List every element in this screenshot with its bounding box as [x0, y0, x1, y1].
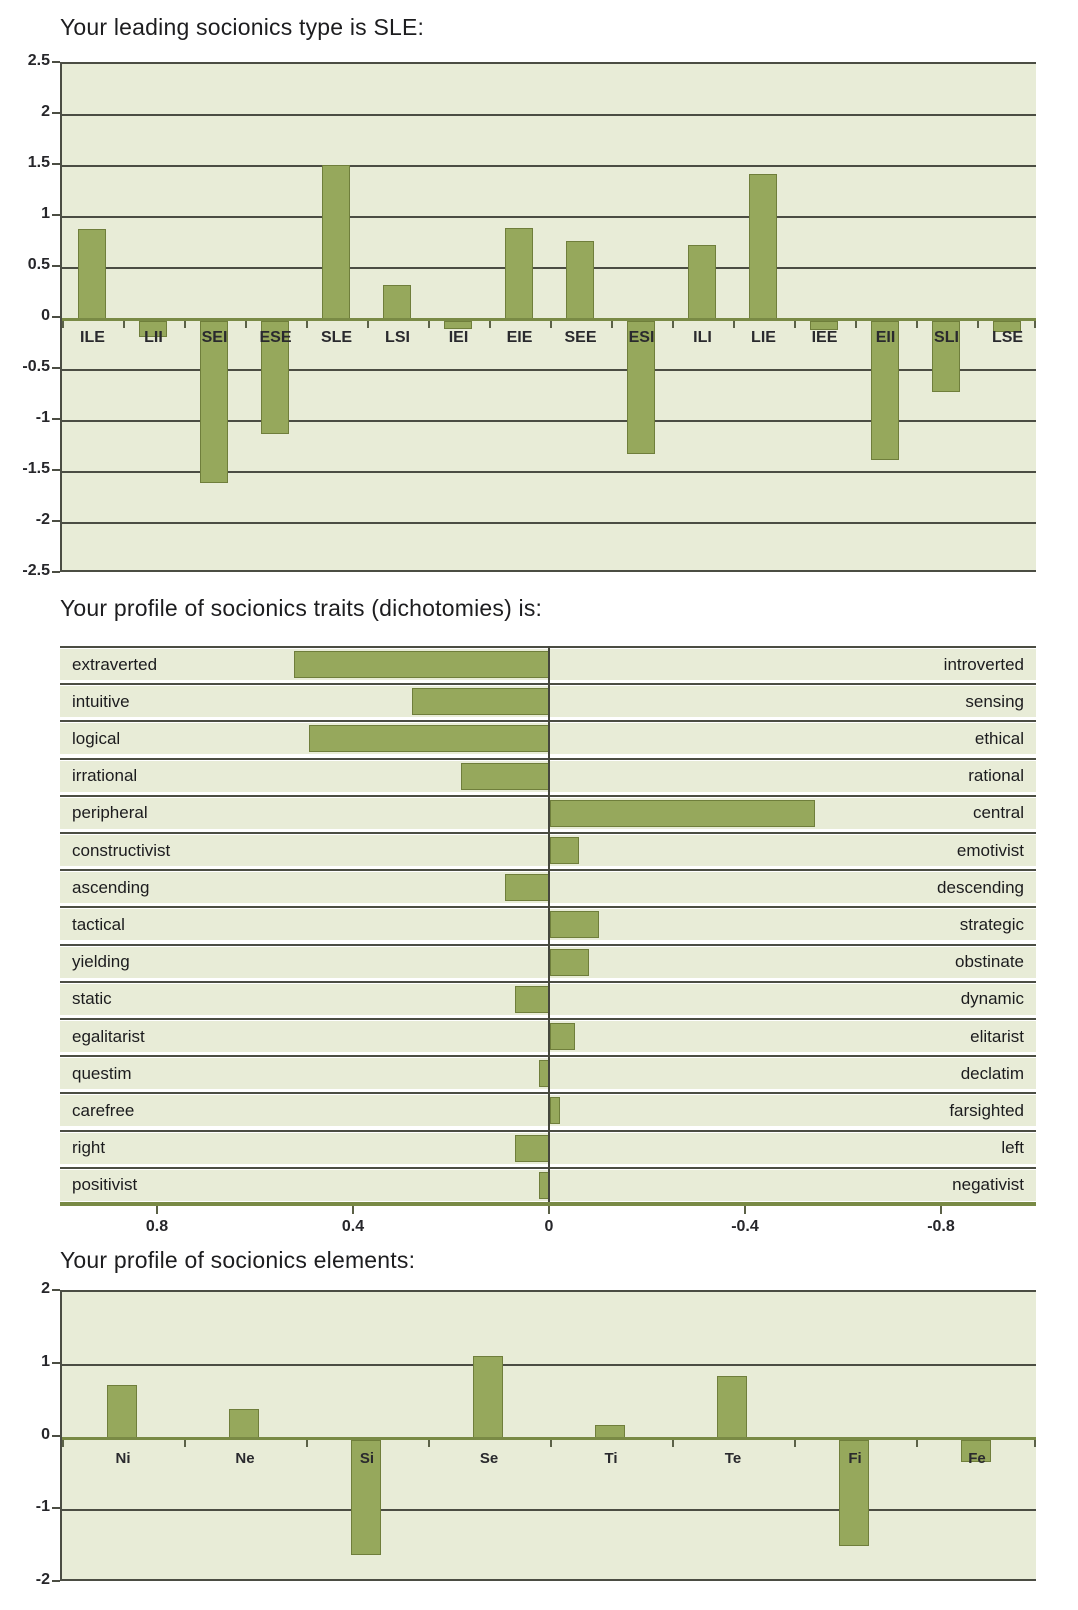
x-axis-label: 0.4 [341, 1218, 365, 1235]
bar-label-EII: EII [875, 329, 896, 346]
x-axis-label: -0.8 [927, 1218, 955, 1235]
x-axis-tick [1034, 321, 1036, 328]
row-label-questim: questim [72, 1063, 132, 1083]
y-axis-tick [52, 316, 60, 318]
bar-SLE [322, 165, 350, 319]
bar-label-Ni: Ni [115, 1449, 131, 1467]
row-label-obstinate: obstinate [955, 952, 1024, 972]
y-axis-tick [52, 265, 60, 267]
bar-EIE [505, 228, 533, 319]
bar-label-SLE: SLE [320, 329, 353, 346]
y-axis-tick [52, 571, 60, 573]
y-axis-label: 1 [41, 1352, 50, 1370]
y-axis-label: 2 [41, 1280, 50, 1297]
bar-yielding [550, 949, 589, 976]
bar-Ne [229, 1409, 259, 1438]
bar-label-LSI: LSI [385, 329, 410, 346]
row-label-rational: rational [968, 766, 1024, 786]
bar-label-Te: Te [724, 1449, 742, 1467]
x-axis-tick [548, 1206, 550, 1214]
x-axis-tick [977, 321, 979, 328]
y-axis-label: 2 [41, 103, 50, 120]
bar-label-Se: Se [479, 1449, 499, 1467]
x-axis-tick [306, 321, 308, 328]
x-axis-tick [428, 1440, 430, 1447]
bar-right [515, 1135, 549, 1162]
bar-label-ESE: ESE [259, 329, 292, 346]
row-label-constructivist: constructivist [72, 840, 171, 860]
x-axis-tick [367, 321, 369, 328]
y-axis-label: -0.5 [22, 358, 50, 375]
chart3-title: Your profile of socionics elements: [60, 1247, 416, 1273]
bar-label-SLI: SLI [934, 329, 959, 346]
row-label-elitarist: elitarist [970, 1026, 1024, 1046]
row-label-farsighted: farsighted [949, 1100, 1024, 1120]
bar-label-EIE: EIE [506, 329, 533, 346]
x-axis-tick [744, 1206, 746, 1214]
row-label-ethical: ethical [974, 728, 1024, 748]
y-axis-tick [52, 214, 60, 216]
chart1-plot [60, 62, 1036, 572]
center-zero-line [548, 646, 550, 1204]
x-axis-tick [916, 1440, 918, 1447]
row-label-intuitive: intuitive [72, 691, 130, 711]
bar-extraverted [294, 651, 549, 678]
x-axis-tick [184, 321, 186, 328]
y-axis-label: -1 [35, 1498, 50, 1516]
grid-line [62, 165, 1036, 167]
x-axis-zero-line [62, 318, 1036, 321]
x-axis-tick [794, 321, 796, 328]
bar-ILI [688, 245, 716, 319]
x-axis-tick [855, 321, 857, 328]
y-axis-tick [52, 367, 60, 369]
y-axis-label: -1 [35, 409, 50, 426]
bar-label-IEE: IEE [811, 329, 838, 346]
grid-line [62, 267, 1036, 269]
row-label-logical: logical [72, 728, 121, 748]
row-label-introverted: introverted [943, 654, 1024, 674]
y-axis-label: 0 [41, 1425, 50, 1443]
bar-irrational [461, 763, 549, 790]
bar-Se [473, 1356, 503, 1438]
bar-peripheral [550, 800, 815, 827]
y-axis-label: 0.5 [27, 256, 50, 273]
x-axis-tick [62, 1440, 64, 1447]
x-axis-tick [245, 321, 247, 328]
bar-Te [717, 1376, 747, 1438]
bar-label-LII: LII [144, 329, 163, 346]
x-axis-tick [306, 1440, 308, 1447]
y-axis-label: 1.5 [27, 154, 50, 171]
row-label-descending: descending [937, 877, 1024, 897]
x-axis-tick [672, 1440, 674, 1447]
row-label-strategic: strategic [959, 914, 1024, 934]
x-axis-tick [352, 1206, 354, 1214]
bar-label-SEE: SEE [564, 329, 597, 346]
x-axis-label: -0.4 [731, 1218, 759, 1235]
bar-egalitarist [550, 1023, 575, 1050]
bar-label-ILI: ILI [693, 329, 712, 346]
y-axis-label: -2 [35, 1571, 50, 1588]
x-axis-label: 0 [544, 1218, 554, 1235]
bar-logical [309, 725, 549, 752]
y-axis-tick [52, 163, 60, 165]
bar-ILE [78, 229, 106, 319]
grid-line [62, 522, 1036, 524]
row-label-ascending: ascending [72, 877, 150, 897]
bar-constructivist [550, 837, 579, 864]
row-label-negativist: negativist [952, 1175, 1024, 1195]
row-label-static: static [72, 989, 112, 1009]
x-axis-tick [62, 321, 64, 328]
row-label-irrational: irrational [72, 766, 138, 786]
y-axis-tick [52, 1580, 60, 1582]
x-axis-tick [916, 321, 918, 328]
y-axis-tick [52, 61, 60, 63]
row-label-tactical: tactical [72, 914, 125, 934]
grid-line [62, 114, 1036, 116]
x-axis-tick [611, 321, 613, 328]
row-label-left: left [1001, 1138, 1024, 1158]
row-label-emotivist: emotivist [956, 840, 1024, 860]
row-label-peripheral: peripheral [72, 803, 148, 823]
bar-label-ILE: ILE [80, 329, 105, 346]
y-axis-tick [52, 112, 60, 114]
y-axis-tick [52, 1507, 60, 1509]
x-axis-tick [156, 1206, 158, 1214]
grid-line [62, 1364, 1036, 1366]
row-label-central: central [972, 803, 1024, 823]
bar-Ni [107, 1385, 137, 1438]
y-axis-tick [52, 1289, 60, 1291]
x-axis-tick [489, 321, 491, 328]
bar-label-SEI: SEI [201, 329, 228, 346]
x-axis-tick [940, 1206, 942, 1214]
x-axis-tick [550, 1440, 552, 1447]
y-axis-tick [52, 520, 60, 522]
grid-line [62, 1509, 1036, 1511]
y-axis-tick [52, 1362, 60, 1364]
y-axis-label: -2.5 [22, 562, 50, 579]
x-axis-tick [733, 321, 735, 328]
y-axis-tick [52, 469, 60, 471]
bar-tactical [550, 911, 599, 938]
row-label-extraverted: extraverted [72, 654, 158, 674]
bar-carefree [550, 1097, 560, 1124]
chart3-plot [60, 1290, 1036, 1581]
bar-label-ESI: ESI [628, 329, 655, 346]
y-axis-label: 1 [41, 205, 50, 222]
grid-line [62, 216, 1036, 218]
y-axis-tick [52, 418, 60, 420]
bar-label-Fi: Fi [848, 1449, 862, 1467]
y-axis-label: 0 [41, 307, 50, 324]
row-label-sensing: sensing [965, 691, 1024, 711]
bar-static [515, 986, 549, 1013]
chart2-plot [60, 646, 1036, 1246]
chart1-title: Your leading socionics type is SLE: [60, 14, 425, 40]
chart2-title: Your profile of socionics traits (dichotomies) is: [60, 595, 543, 621]
bar-label-Fe: Fe [968, 1449, 986, 1467]
bar-IEI [444, 321, 472, 329]
x-axis-tick [184, 1440, 186, 1447]
bar-SEE [566, 241, 594, 319]
x-axis-label: 0.8 [145, 1218, 169, 1235]
bar-label-IEI: IEI [448, 329, 469, 346]
x-axis-tick [550, 321, 552, 328]
bar-ascending [505, 874, 549, 901]
x-axis-tick [123, 321, 125, 328]
bar-LSI [383, 285, 411, 319]
bar-label-Ne: Ne [235, 1449, 255, 1467]
row-label-right: right [72, 1138, 106, 1158]
y-axis-label: -1.5 [22, 460, 50, 477]
row-label-declatim: declatim [960, 1063, 1024, 1083]
row-label-carefree: carefree [72, 1100, 135, 1120]
bar-label-Si: Si [359, 1449, 375, 1467]
bar-label-LSE: LSE [991, 329, 1024, 346]
bar-LIE [749, 174, 777, 319]
x-axis-zero-line [62, 1437, 1036, 1440]
row-label-positivist: positivist [72, 1175, 138, 1195]
x-axis-tick [1034, 1440, 1036, 1447]
bar-intuitive [412, 688, 549, 715]
y-axis-label: 2.5 [27, 52, 50, 69]
x-axis-tick [428, 321, 430, 328]
x-axis-tick [794, 1440, 796, 1447]
y-axis-tick [52, 1435, 60, 1437]
row-label-dynamic: dynamic [960, 989, 1024, 1009]
row-label-yielding: yielding [72, 952, 130, 972]
y-axis-label: -2 [35, 511, 50, 528]
row-label-egalitarist: egalitarist [72, 1026, 145, 1046]
x-axis-tick [672, 321, 674, 328]
bar-label-LIE: LIE [751, 329, 776, 346]
bar-label-Ti: Ti [604, 1449, 618, 1467]
